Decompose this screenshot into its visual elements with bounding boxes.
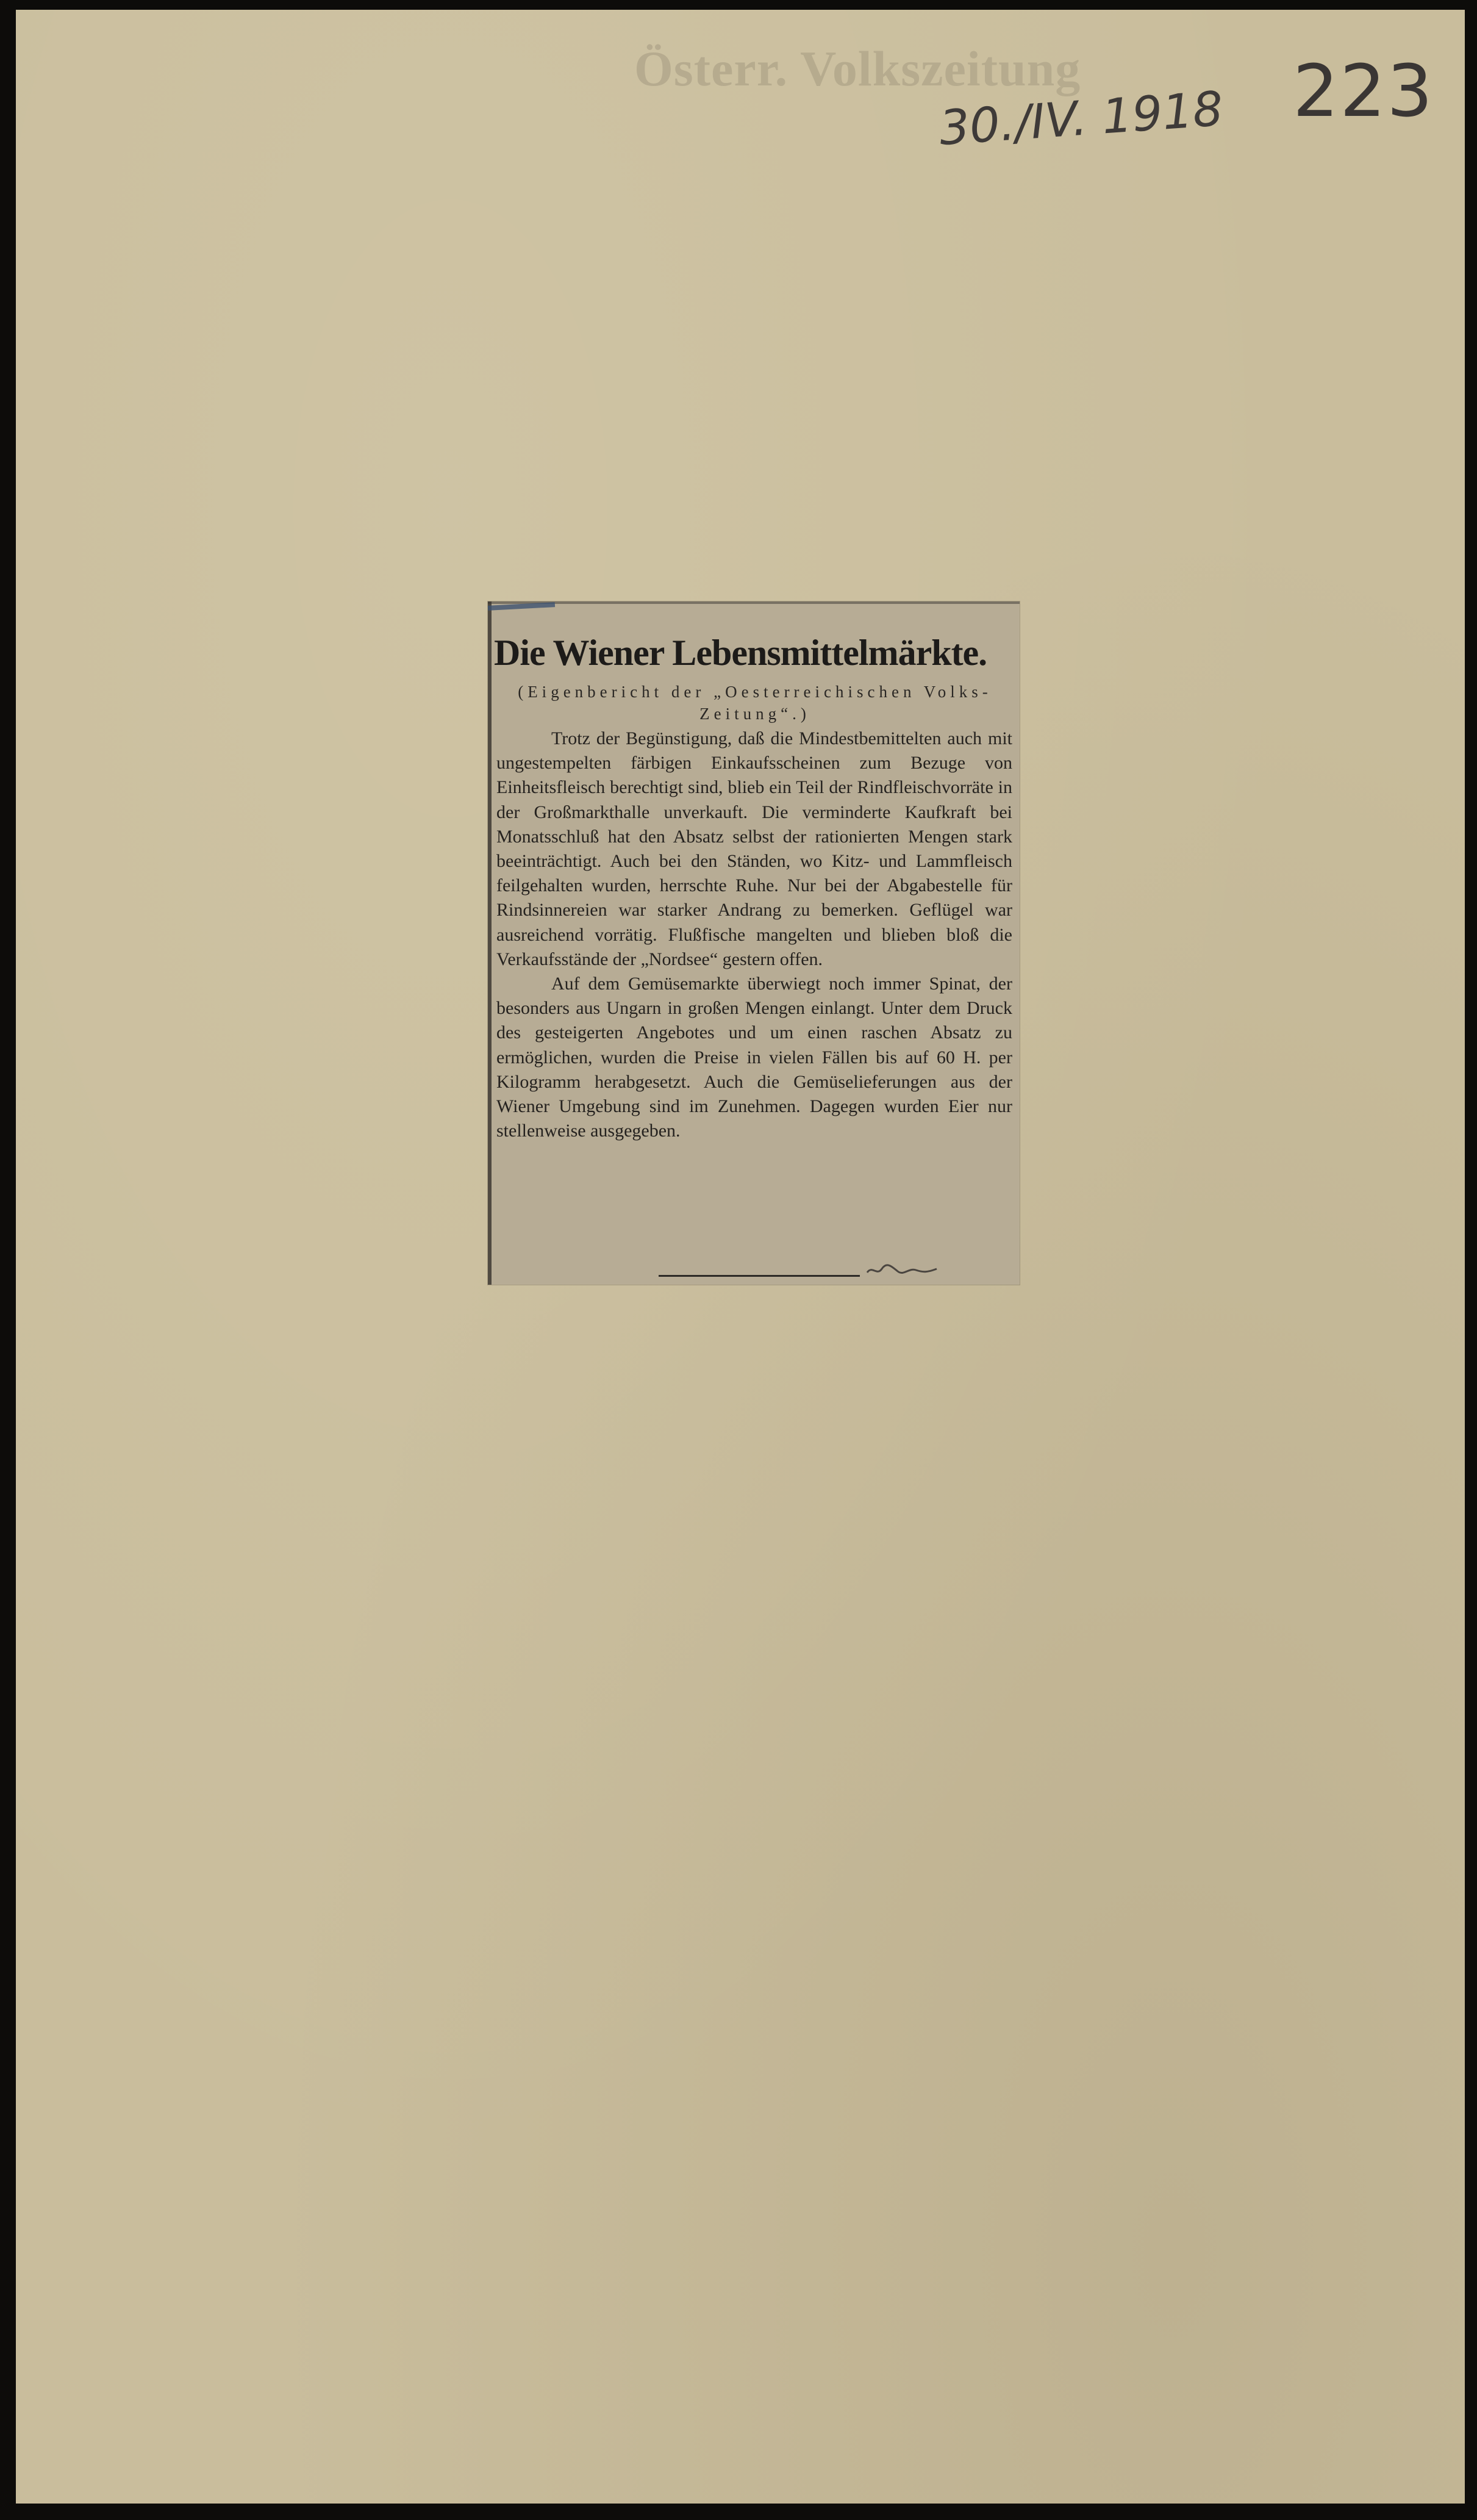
newspaper-clipping: [488, 601, 1020, 1285]
article-paragraph: Trotz der Begünstigung, daß die Mindestbemittelten auch mit ungestempelten färbigen Einkaufsscheinen zum Bezuge von Einheitsfleisch berechtigt sind, blieb ein Teil der Rindfleischvorräte in der Großmarkthalle unverkauft. Die verminderte Kaufkraft bei Monatsschluß hat den Absatz selbst der rationierten Mengen stark beeinträchtigt. Auch bei den Ständen, wo Kitz- und Lammfleisch feilgehalten wurden, herrschte Ruhe. Nur bei der Abgabestelle für Rindsinnereien war starker Andrang zu bemerken. Geflügel war ausreichend vorrätig. Flußfische mangelten und blieben bloß die Verkaufsstände der „Nordsee“ gestern offen.: [496, 728, 1012, 969]
article-end-rule: [659, 1275, 860, 1277]
article-byline: (Eigenbericht der „Oesterreichischen Volks-Zeitung“.): [518, 683, 992, 723]
clipping-left-rule: [488, 601, 492, 1285]
article-paragraph: Auf dem Gemüsemarkte überwiegt noch immer Spinat, der besonders aus Ungarn in großen Mengen einlangt. Unter dem Druck des gesteigerten Angebotes und um einen raschen Absatz zu ermöglichen, wurden die Preise in vielen Fällen bis auf 60 H. per Kilogramm herabgesetzt. Auch die Gemüselieferungen aus der Wiener Umgebung sind im Zunehmen. Dagegen wurden Eier nur stellenweise ausgegeben.: [496, 974, 1012, 1141]
page-number: 223: [1293, 49, 1434, 133]
pencil-squiggle-mark: [866, 1260, 939, 1279]
article-body: [496, 727, 1012, 1143]
article-headline: Die Wiener Lebensmittelmärkte.: [494, 633, 987, 673]
clipping-top-rule: [488, 601, 1020, 604]
handwritten-date: 30./IV. 1918: [937, 81, 1225, 157]
newspaper-source-stamp: Österr. Volkszeitung: [634, 41, 1081, 96]
